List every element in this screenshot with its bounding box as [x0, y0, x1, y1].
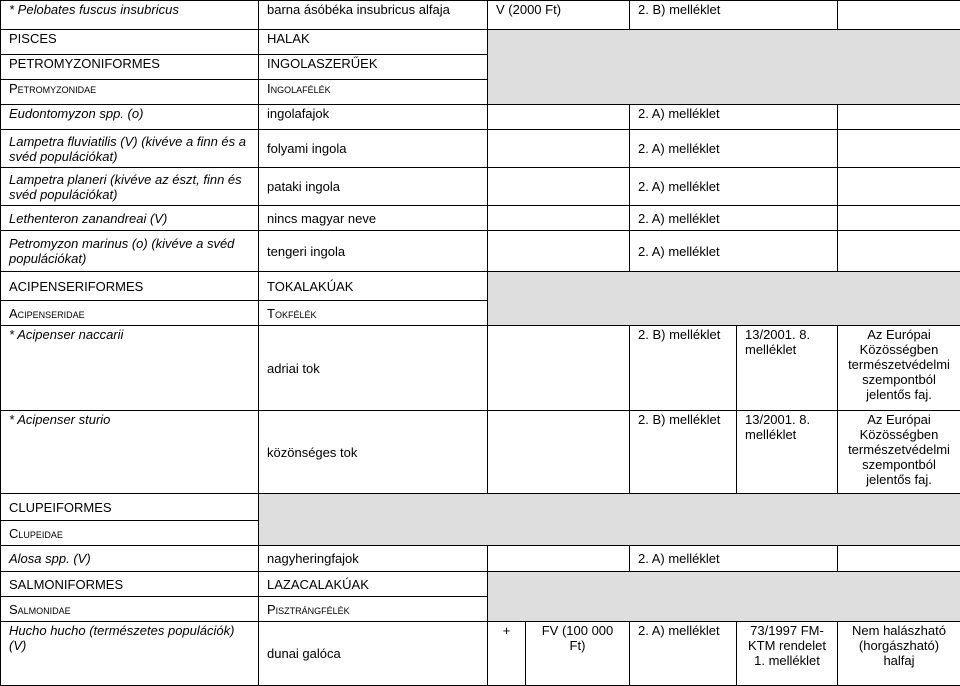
- empty-cell: [838, 231, 960, 272]
- shaded-cell: [488, 572, 960, 622]
- hungarian-name-cell: folyami ingola: [259, 130, 488, 168]
- empty-cell: [488, 206, 630, 231]
- scientific-name-cell: Acipenseridae: [1, 301, 259, 326]
- note-cell: Nem halászható (horgászható) halfaj: [838, 622, 960, 686]
- empty-cell: [488, 168, 630, 206]
- scientific-name-cell: Hucho hucho (természetes populációk) (V): [1, 622, 259, 686]
- plus-cell: +: [488, 622, 526, 686]
- hungarian-name-cell: dunai galóca: [259, 622, 488, 686]
- scientific-name-cell: * Acipenser sturio: [1, 411, 259, 494]
- hungarian-name-cell: közönséges tok: [259, 411, 488, 494]
- annex-cell: 2. A) melléklet: [630, 622, 737, 686]
- scientific-name-cell: SALMONIFORMES: [1, 572, 259, 597]
- annex-cell: 2. A) melléklet: [630, 231, 838, 272]
- decree-cell: 13/2001. 8. melléklet: [737, 326, 838, 411]
- scientific-name-cell: Petromyzon marinus (o) (kivéve a svéd populációkat): [1, 231, 259, 272]
- note-cell: Az Európai Közösségben természetvédelmi szempontból jelentős faj.: [838, 326, 960, 411]
- hungarian-name-cell: TOKALAKÚAK: [259, 272, 488, 301]
- annex-cell: 2. A) melléklet: [630, 105, 838, 130]
- shaded-cell: [259, 494, 960, 546]
- shaded-cell: [488, 30, 960, 105]
- table-row: [1, 411, 960, 494]
- table-row: [1, 105, 960, 130]
- hungarian-name-cell: Ingolafélék: [259, 80, 488, 105]
- empty-cell: [838, 105, 960, 130]
- empty-cell: [488, 130, 630, 168]
- hungarian-name-cell: tengeri ingola: [259, 231, 488, 272]
- table-row: [1, 494, 960, 521]
- table-row: [1, 206, 960, 231]
- hungarian-name-cell: nincs magyar neve: [259, 206, 488, 231]
- annex-cell: 2. B) melléklet: [630, 1, 838, 30]
- empty-cell: [488, 411, 630, 494]
- hungarian-name-cell: barna ásóbéka insubricus alfaja: [259, 1, 488, 30]
- table-row: [1, 168, 960, 206]
- note-cell: Az Európai Közösségben természetvédelmi szempontból jelentős faj.: [838, 411, 960, 494]
- scientific-name-cell: Lethenteron zanandreai (V): [1, 206, 259, 231]
- annex-cell: 2. B) melléklet: [630, 411, 737, 494]
- hungarian-name-cell: pataki ingola: [259, 168, 488, 206]
- decree-cell: 73/1997 FM-KTM rendelet 1. melléklet: [737, 622, 838, 686]
- empty-cell: [838, 1, 960, 30]
- scientific-name-cell: CLUPEIFORMES: [1, 494, 259, 521]
- empty-cell: [488, 326, 630, 411]
- decree-cell: 13/2001. 8. melléklet: [737, 411, 838, 494]
- scientific-name-cell: Lampetra fluviatilis (V) (kivéve a finn és a svéd populációkat): [1, 130, 259, 168]
- table-row: [1, 572, 960, 597]
- hungarian-name-cell: INGOLASZERŰEK: [259, 55, 488, 80]
- empty-cell: [838, 168, 960, 206]
- scientific-name-cell: Petromyzonidae: [1, 80, 259, 105]
- protection-value-cell: V (2000 Ft): [488, 1, 630, 30]
- scientific-name-cell: Alosa spp. (V): [1, 546, 259, 572]
- hungarian-name-cell: HALAK: [259, 30, 488, 55]
- hungarian-name-cell: LAZACALAKÚAK: [259, 572, 488, 597]
- shaded-cell: [488, 272, 960, 326]
- scientific-name-cell: * Acipenser naccarii: [1, 326, 259, 411]
- annex-cell: 2. A) melléklet: [630, 206, 838, 231]
- scientific-name-cell: Eudontomyzon spp. (o): [1, 105, 259, 130]
- empty-cell: [838, 130, 960, 168]
- empty-cell: [488, 546, 630, 572]
- hungarian-name-cell: Tokfélék: [259, 301, 488, 326]
- hungarian-name-cell: ingolafajok: [259, 105, 488, 130]
- empty-cell: [838, 546, 960, 572]
- table-row: [1, 546, 960, 572]
- hungarian-name-cell: Pisztrángfélék: [259, 597, 488, 622]
- annex-cell: 2. A) melléklet: [630, 546, 838, 572]
- empty-cell: [488, 231, 630, 272]
- scientific-name-cell: PETROMYZONIFORMES: [1, 55, 259, 80]
- scientific-name-cell: Lampetra planeri (kivéve az észt, finn és svéd populációkat): [1, 168, 259, 206]
- table-row: [1, 272, 960, 301]
- scientific-name-cell: Salmonidae: [1, 597, 259, 622]
- scientific-name-cell: * Pelobates fuscus insubricus: [1, 1, 259, 30]
- hungarian-name-cell: adriai tok: [259, 326, 488, 411]
- annex-cell: 2. B) melléklet: [630, 326, 737, 411]
- table-row: [1, 326, 960, 411]
- empty-cell: [488, 105, 630, 130]
- scientific-name-cell: PISCES: [1, 30, 259, 55]
- table-row: [1, 622, 960, 686]
- hungarian-name-cell: nagyheringfajok: [259, 546, 488, 572]
- table-row: [1, 231, 960, 272]
- annex-cell: 2. A) melléklet: [630, 168, 838, 206]
- scientific-name-cell: ACIPENSERIFORMES: [1, 272, 259, 301]
- table-row: [1, 1, 960, 30]
- protection-value-cell: FV (100 000 Ft): [526, 622, 630, 686]
- empty-cell: [838, 206, 960, 231]
- scientific-name-cell: Clupeidae: [1, 521, 259, 546]
- annex-cell: 2. A) melléklet: [630, 130, 838, 168]
- table-row: [1, 130, 960, 168]
- table-row: [1, 30, 960, 55]
